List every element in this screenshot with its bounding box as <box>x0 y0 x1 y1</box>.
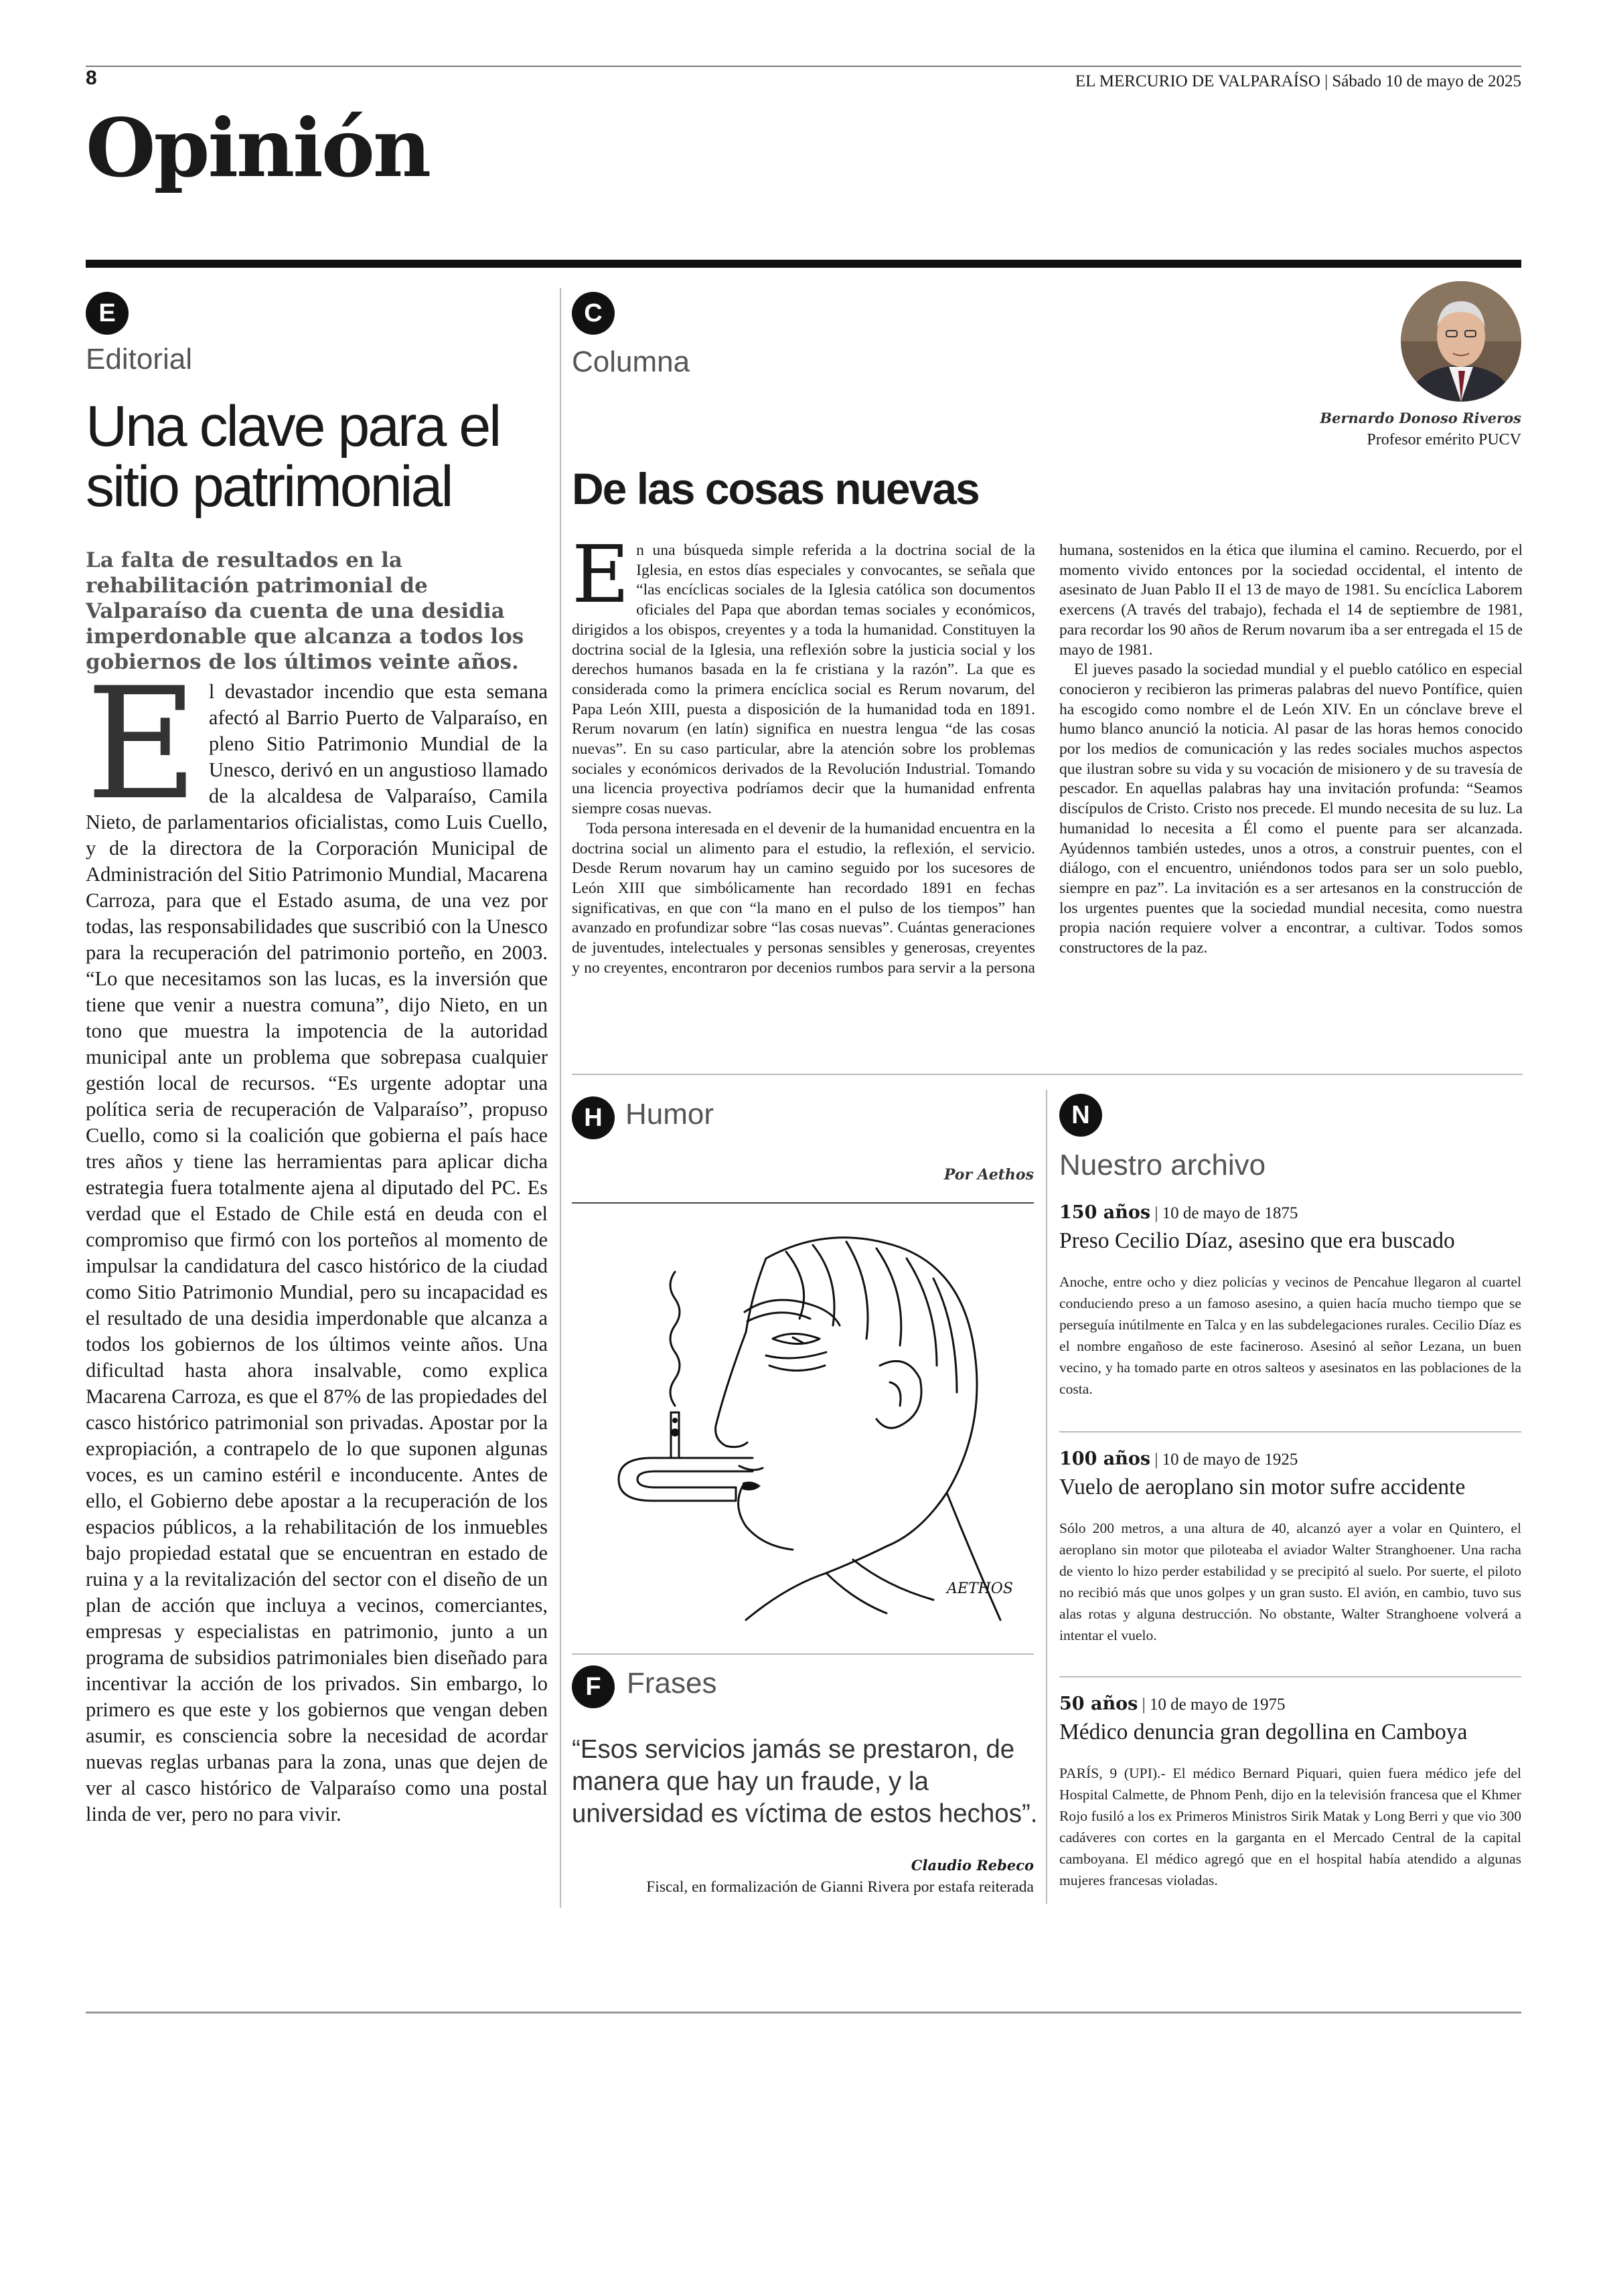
archive-item-kicker: 100 años | 10 de mayo de 1925 <box>1059 1449 1298 1469</box>
humor-kicker: Humor <box>625 1098 714 1131</box>
archive-divider <box>1046 1090 1047 1904</box>
editorial-kicker: Editorial <box>86 343 192 376</box>
bottom-rule <box>86 2012 1521 2014</box>
masthead: EL MERCURIO DE VALPARAÍSO | Sábado 10 de mayo de 2025 <box>1075 72 1521 90</box>
archive-item-title: Médico denuncia gran degollina en Camboya <box>1059 1720 1468 1744</box>
humor-byline: Por Aethos <box>943 1166 1034 1183</box>
frases-role: Fiscal, en formalización de Gianni Rivera por estafa reiterada <box>646 1878 1034 1896</box>
column-bottom-rule <box>572 1074 1523 1075</box>
frases-badge: F <box>572 1665 615 1708</box>
column-paragraph: El jueves pasado la sociedad mundial y el pueblo católico en especial conocieron y recibieron las primeras palabras del nuevo Pontífice, quien ha escogido como nombre el de León XIV. En un cónclave breve el humo blanco anunció la noticia. Al pasar de las horas hemos conocido por los medios de comunicación y las redes sociales muchos aspectos que ilustran sobre su vida y su vocación de misionero y de su travesía de pescador. En aquellas palabras hay una invitación profunda: “Seamos discípulos de Cristo. Cristo nos precede. El mundo necesita de su luz. La humanidad lo necesita a Él como el puente para ser alcanzada. Ayúdennos también ustedes, unos a otros, a construir puentes, con el diálogo, con el encuentro, uniéndonos todos para ser un solo pueblo, siempre en paz”. La invitación es a ser artesanos en la construcción de los urgentes puentes que la sociedad mundial necesita, como nuestra propia nación requiere volver a encontrar, a cultivar. Todos somos constructores de la paz. <box>1059 661 1523 957</box>
archive-item-body: Anoche, entre ocho y diez policías y vecinos de Pencahue llegaron al cuartel conduciendo preso a un famoso asesino, a quien hacía mucho tiempo que se perseguía inútilmente en Talca y en las subdelegaciones rurales. Cecilio Díaz es el nombre engañoso de este facineroso. Asesinó al señor Lezana, un buen vecino, y ha tomado parte en otros salteos y asesinatos en las poblaciones de la costa. <box>1059 1274 1521 1397</box>
author-role: Profesor emérito PUCV <box>1367 431 1521 448</box>
column-badge: C <box>572 292 615 335</box>
humor-badge: H <box>572 1096 615 1139</box>
archive-rule <box>1059 1676 1521 1677</box>
archive-item-body: Sólo 200 metros, a una altura de 40, alcanzó ayer a volar en Quintero, el aeroplano sin motor que piloteaba el aviador Walter Stranghoener. Una racha de viento lo hizo perder estabilidad y se precipitó al suelo. Por suerte, el piloto no recibió más que unos golpes y un gran susto. El avión, en cambio, tuvo sus alas rotas y alguna destrucción. No obstante, Walter Stranghoene volverá a intentar el vuelo. <box>1059 1520 1521 1643</box>
column-kicker: Columna <box>572 345 690 378</box>
frases-author: Claudio Rebeco <box>911 1857 1034 1874</box>
frases-quote: “Esos servicios jamás se prestaron, de manera que hay un fraude, y la universidad es víctima de estos hechos”. <box>572 1735 1038 1828</box>
column-paragraph: Toda persona interesada en el devenir de la humanidad encuentra en la doctrina social un alimento para el estudio, la reflexión, el servicio. Desde Rerum novarum hay un camino seguido por los sucesores de León XIII que simbólicamente han recordado 1891 en fechas significativas, en que con “la mano en el pulso de los tiempos” han avanzado en profundizar sobre “las cosas nuevas”. Cuántas generaciones de juventudes, intelectuales y personas sensibles y generosas, creyentes y no creyentes, encontraron por decenios rumbos para servir a la persona humana, sostenidos en la ética que ilumina el camino. Recuerdo, por el momento vivido entonces por la sociedad occidental, el intento de asesinato de Juan Pablo II el 13 de mayo de 1981. Su encíclica Laborem exercens (A través del trabajo), fechada el 14 de septiembre de 1981, para recordar los 90 años de Rerum novarum iba a ser entregada el 15 de mayo de 1981. <box>572 542 1523 977</box>
column-paragraph: En una búsqueda simple referida a la doctrina social de la Iglesia, en estos días especiales y convocantes, se señala que “las encíclicas sociales de la Iglesia católica son documentos oficiales del Papa que abordan temas sociales y económicos, dirigidos a los obispos, creyentes y a toda la humanidad. Constituyen la doctrina social de la Iglesia, una reflexión sobre la justicia social y los derechos humanos basada en la fe cristiana y la razón”. La que es considerada como la primera encíclica social es Rerum novarum, del Papa León XIII, puesta a disposición de la humanidad toda en 1891. Rerum novarum (en latín) significa en nuestra lengua “de las cosas nuevas”. En su caso particular, abre la atención sobre los problemas sociales y económicos derivados de la Revolución Industrial. Tomando una licencia proyectiva podríamos decir que la humanidad enfrenta siempre cosas nuevas. <box>572 541 1035 818</box>
editorial-drop-cap: E <box>86 679 198 834</box>
archive-item-kicker: 50 años | 10 de mayo de 1975 <box>1059 1694 1286 1714</box>
archive-item-title: Vuelo de aeroplano sin motor sufre accidente <box>1059 1475 1466 1499</box>
archive-item <box>1059 1694 1521 1891</box>
archive-item <box>1059 1449 1521 1646</box>
archive-item-title: Preso Cecilio Díaz, asesino que era buscado <box>1059 1228 1455 1253</box>
editorial-text: l devastador incendio que esta semana afectó al Barrio Puerto de Valparaíso, en pleno Sitio Patrimonio Mundial de la Unesco, derivó en un angustioso llamado de la alcaldesa de Valparaíso, Camila Nieto, de parlamentarios oficialistas, como Luis Cuello, y de la directora de la Corporación Municipal de Administración del Sitio Patrimonio Mundial, Macarena Carroza, para que el Estado asuma, de una vez por todas, las responsabilidades que suscribió con la Unesco para la recuperación del patrimonio porteño, en 2003. “Lo que necesitamos son las lucas, es la inversión que tiene que venir a nuestra comuna”, dijo Nieto, en un tono que muestra la impotencia de la autoridad municipal ante un problema que sobrepasa cualquier gestión local de recursos. “Es urgente adoptar una política seria de recuperación de Valparaíso”, propuso Cuello, como si la coalición que gobierna el país hace tres años y tiene las herramientas para aplicar dicha estrategia fuera totalmente ajena al diputado del PC. Es verdad que el Estado de Chile está en deuda con el compromiso que firmó con los porteños al momento de impulsar la candidatura del casco histórico de la ciudad como Sitio Patrimonio Mundial, pero su incapacidad es el resultado de una desidia imperdonable que alcanza a todos los gobiernos de los últimos veinte años. Una dificultad hasta ahora insalvable, como explica Macarena Carroza, es que el 87% de las propiedades del casco histórico patrimonial son privadas. Apostar por la expropiación, a contrapelo de lo que suponen algunas voces, es un camino estéril e inconducente. Antes de ello, el Gobierno debe apostar a la recuperación de los espacios públicos, a la rehabilitación de los inmuebles bajo propiedad estatal que se encuentran en estado de ruina y a la revitalización del sector con el diseño de un plan de acción que incluya a vecinos, comerciantes, empresas y especialistas en patrimonio, junto a un programa de subsidios patrimoniales bien diseñado para incentivar la acción de los privados. Sin embargo, lo primero es que este y los gobiernos que vengan deben asumir, es consciencia sobre la necesidad de acordar nuevas reglas urbanas para la zona, unas que dejen de ver al casco histórico de Valparaíso como una postal linda de ver, pero no para vivir. <box>86 680 548 1825</box>
author-name: Bernardo Donoso Riveros <box>1320 410 1521 426</box>
archive-item-body: PARÍS, 9 (UPI).- El médico Bernard Piquari, quien fuera médico jefe del Hospital Calmette, de Phnom Penh, dijo en la televisión francesa que el Khmer Rojo fusiló a los ex Primeros Ministros Sirik Matak y Long Berri y que vio 300 cadáveres con cortes en la garganta en el Mercado Central de la capital camboyana. El médico agregó que en el hospital había atendido a algunas mujeres francesas violadas. <box>1059 1765 1521 1888</box>
page-number: 8 <box>86 67 97 89</box>
humor-bottom-rule <box>572 1653 1034 1655</box>
editorial-divider <box>560 288 561 1908</box>
archive-item <box>1059 1202 1521 1400</box>
editorial-body <box>86 679 548 1904</box>
section-title: Opinión <box>86 101 430 195</box>
column-drop-cap: E <box>572 541 630 621</box>
column-headline: De las cosas nuevas <box>572 464 979 513</box>
editorial-badge: E <box>86 292 129 335</box>
humor-cartoon <box>572 1212 1034 1640</box>
top-rule <box>86 66 1521 67</box>
archive-kicker: Nuestro archivo <box>1059 1149 1266 1181</box>
column-body <box>572 541 1523 1056</box>
archive-rule <box>1059 1431 1521 1432</box>
editorial-deck: La falta de resultados en la rehabilitación patrimonial de Valparaíso da cuenta de una desidia imperdonable que alcanza a todos los gobiernos de los últimos veinte años. <box>86 548 524 674</box>
author-photo <box>1401 281 1521 402</box>
humor-signature: AETHOS <box>947 1580 1013 1597</box>
section-rule <box>86 260 1521 268</box>
author-portrait-icon <box>1401 281 1521 402</box>
archive-badge: N <box>1059 1094 1102 1137</box>
frases-kicker: Frases <box>627 1667 717 1700</box>
archive-item-kicker: 150 años | 10 de mayo de 1875 <box>1059 1202 1298 1223</box>
humor-rule <box>572 1202 1034 1204</box>
editorial-headline: Una clave para el sitio patrimonial <box>86 394 500 519</box>
